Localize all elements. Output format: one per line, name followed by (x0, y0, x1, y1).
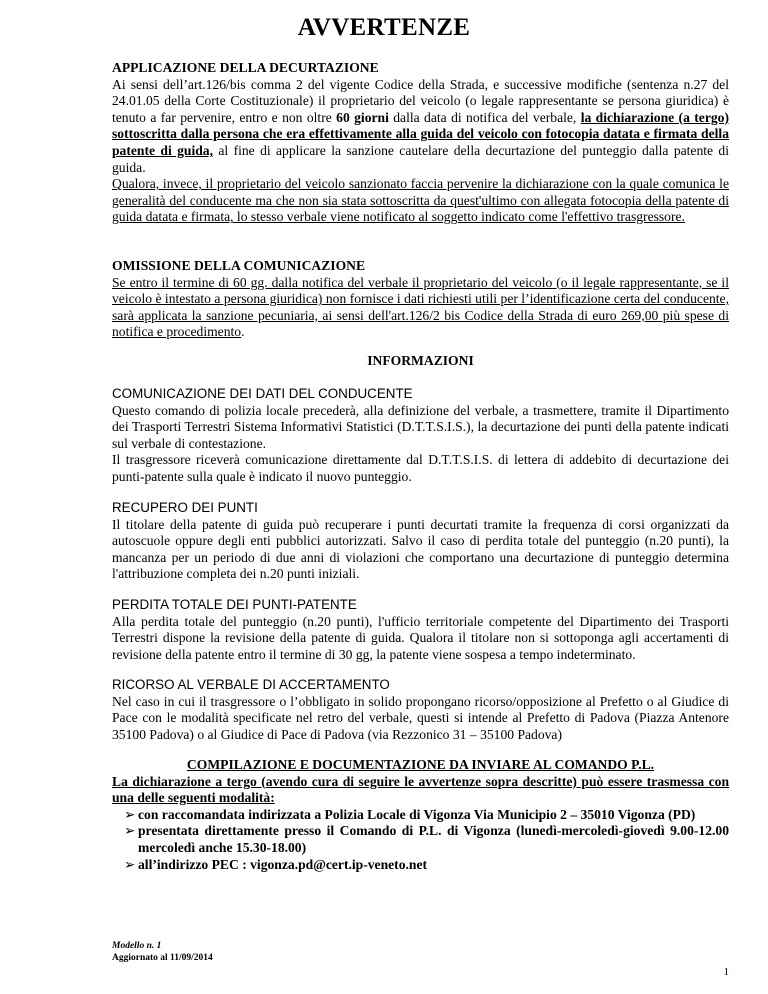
section-perdita (112, 597, 729, 663)
text-run-bold-underlined: la dichiarazione (a tergo) sottoscritta dalla persona che era effettivamente alla guida del veicolo con fotocopia datata e firmata della patente di guida, (112, 109, 729, 158)
paragraph-applicazione-1 (112, 77, 729, 177)
paragraph-recupero: Il titolare della patente di guida può recuperare i punti decurtati tramite la frequenza di corsi organizzati da autoscuole oppure degli enti pubblici autorizzati. Salvo il caso di perdita totale del punteggio (n.20 punti), la mancanza per un periodo di due anni di violazioni che comportano una decurtazione di punteggio determina l'attribuzione completa dei n.20 punti iniziali. (112, 516, 729, 582)
list-item-text: presentata direttamente presso il Comando di P.L. di Vigonza (lunedì-mercoledì-giovedì 9.00-12.00 mercoledì anche 15.30-18.00) (138, 823, 729, 855)
paragraph-ricorso: Nel caso in cui il trasgressore o l’obbligato in solido propongano ricorso/opposizione al Prefetto o al Giudice di Pace con le modalità specificate nel retro del verbale, questi si intende al Prefetto di Padova (Piazza Antenore 35100 Padova) o al Giudice di Pace di Padova (via Rezzonico 31 – 35100 Padova) (112, 693, 729, 742)
section-heading-informazioni: INFORMAZIONI (367, 353, 474, 368)
section-ricorso (112, 677, 729, 743)
list-item (112, 823, 729, 856)
document-footer (112, 940, 213, 964)
list-item (112, 857, 729, 874)
section-comunicazione (112, 386, 729, 486)
section-recupero (112, 500, 729, 583)
paragraph-omissione (112, 275, 729, 341)
section-heading-omissione: OMISSIONE DELLA COMUNICAZIONE (112, 258, 366, 273)
section-heading-perdita: PERDITA TOTALE DEI PUNTI-PATENTE (112, 597, 357, 612)
list-item (112, 807, 729, 824)
list-item-text: con raccomandata indirizzata a Polizia Locale di Vigonza Via Municipio 2 – 35010 Vigonza (PD) (138, 806, 696, 822)
updated-label: Aggiornato al 11/09/2014 (112, 953, 213, 963)
arrow-bullet-icon: ➢ (124, 823, 136, 839)
section-omissione (112, 258, 729, 341)
arrow-bullet-icon: ➢ (124, 856, 136, 872)
text-run: dalla data di notifica del verbale, (388, 109, 581, 125)
text-run-underlined: Se entro il termine di 60 gg. dalla notifica del verbale il proprietario del veicolo (o il legale rappresentante, se il veicolo è intestato a persona giuridica) non fornisce i dati richiesti utili per l’identificazione certa del conducente, sarà applicata la sanzione pecuniaria, ai sensi dell'art.126/2 bis Codice della Strada di euro 269,00 più spese di notifica e procedimento (112, 274, 729, 340)
paragraph-perdita: Alla perdita totale del punteggio (n.20 punti), l'ufficio territoriale competente del Dipartimento dei Trasporti Terrestri dispone la revisione della patente di guida. Qualora il titolare non si sottoponga agli accertamenti di revisione della patente entro il termine di 30 gg, la patente viene sospesa a tempo indeterminato. (112, 613, 729, 662)
section-applicazione (112, 60, 729, 226)
paragraph-compilazione-intro: La dichiarazione a tergo (avendo cura di seguire le avvertenze sopra descritte) può essere trasmessa con una delle seguenti modalità: (112, 773, 729, 806)
section-heading-comunicazione: COMUNICAZIONE DEI DATI DEL CONDUCENTE (112, 386, 413, 401)
section-compilazione (112, 757, 729, 873)
paragraph-comunicazione-2: Il trasgressore riceverà comunicazione direttamente dal D.T.T.S.I.S. di lettera di addebito di decurtazione dei punti-patente sulla quale è indicato il nuovo punteggio. (112, 452, 729, 484)
delivery-methods-list (112, 807, 729, 873)
text-run: Ai sensi dell’art.126/bis comma 2 del vigente Codice della Strada, e successive modifiche (sentenza n.27 del 24.01.05 della Corte Costituzionale) il proprietario del veicolo (o legale rappresentante se persona giuridica) è tenuto a far pervenire, entro e non oltre (112, 76, 729, 125)
text-run-bold: 60 giorni (336, 109, 389, 125)
paragraph-comunicazione-1: Questo comando di polizia locale precederà, alla definizione del verbale, a trasmettere, tramite il Dipartimento dei Trasporti Terrestri Sistema Informativi Statistici (D.T.T.S.I.S.), la decurtazione dei punti della patente indicati sul verbale di contestazione. (112, 402, 729, 451)
arrow-bullet-icon: ➢ (124, 806, 136, 822)
section-heading-ricorso: RICORSO AL VERBALE DI ACCERTAMENTO (112, 677, 390, 692)
model-label: Modello n. 1 (112, 941, 162, 951)
page-title: AVVERTENZE (297, 14, 471, 41)
paragraph-applicazione-2: Qualora, invece, il proprietario del veicolo sanzionato faccia pervenire la dichiarazione con la quale comunica le generalità del conducente ma che non sia stata sottoscritta da quest'ultimo con allegata fotocopia della patente di guida datata e firmata, lo stesso verbale viene notificato al soggetto indicato come l'effettivo trasgressore. (112, 176, 729, 225)
list-item-text: all’indirizzo PEC : vigonza.pd@cert.ip-veneto.net (138, 856, 428, 872)
text-run: al fine di applicare la sanzione cautelare della decurtazione del punteggio dalla patente di guida. (112, 142, 730, 175)
section-heading-compilazione: COMPILAZIONE E DOCUMENTAZIONE DA INVIARE AL COMANDO P.L. (186, 757, 655, 772)
section-heading-recupero: RECUPERO DEI PUNTI (112, 500, 258, 515)
text-run: . (241, 324, 245, 340)
page-number: 1 (723, 966, 729, 978)
section-heading-applicazione: APPLICAZIONE DELLA DECURTAZIONE (112, 60, 379, 75)
